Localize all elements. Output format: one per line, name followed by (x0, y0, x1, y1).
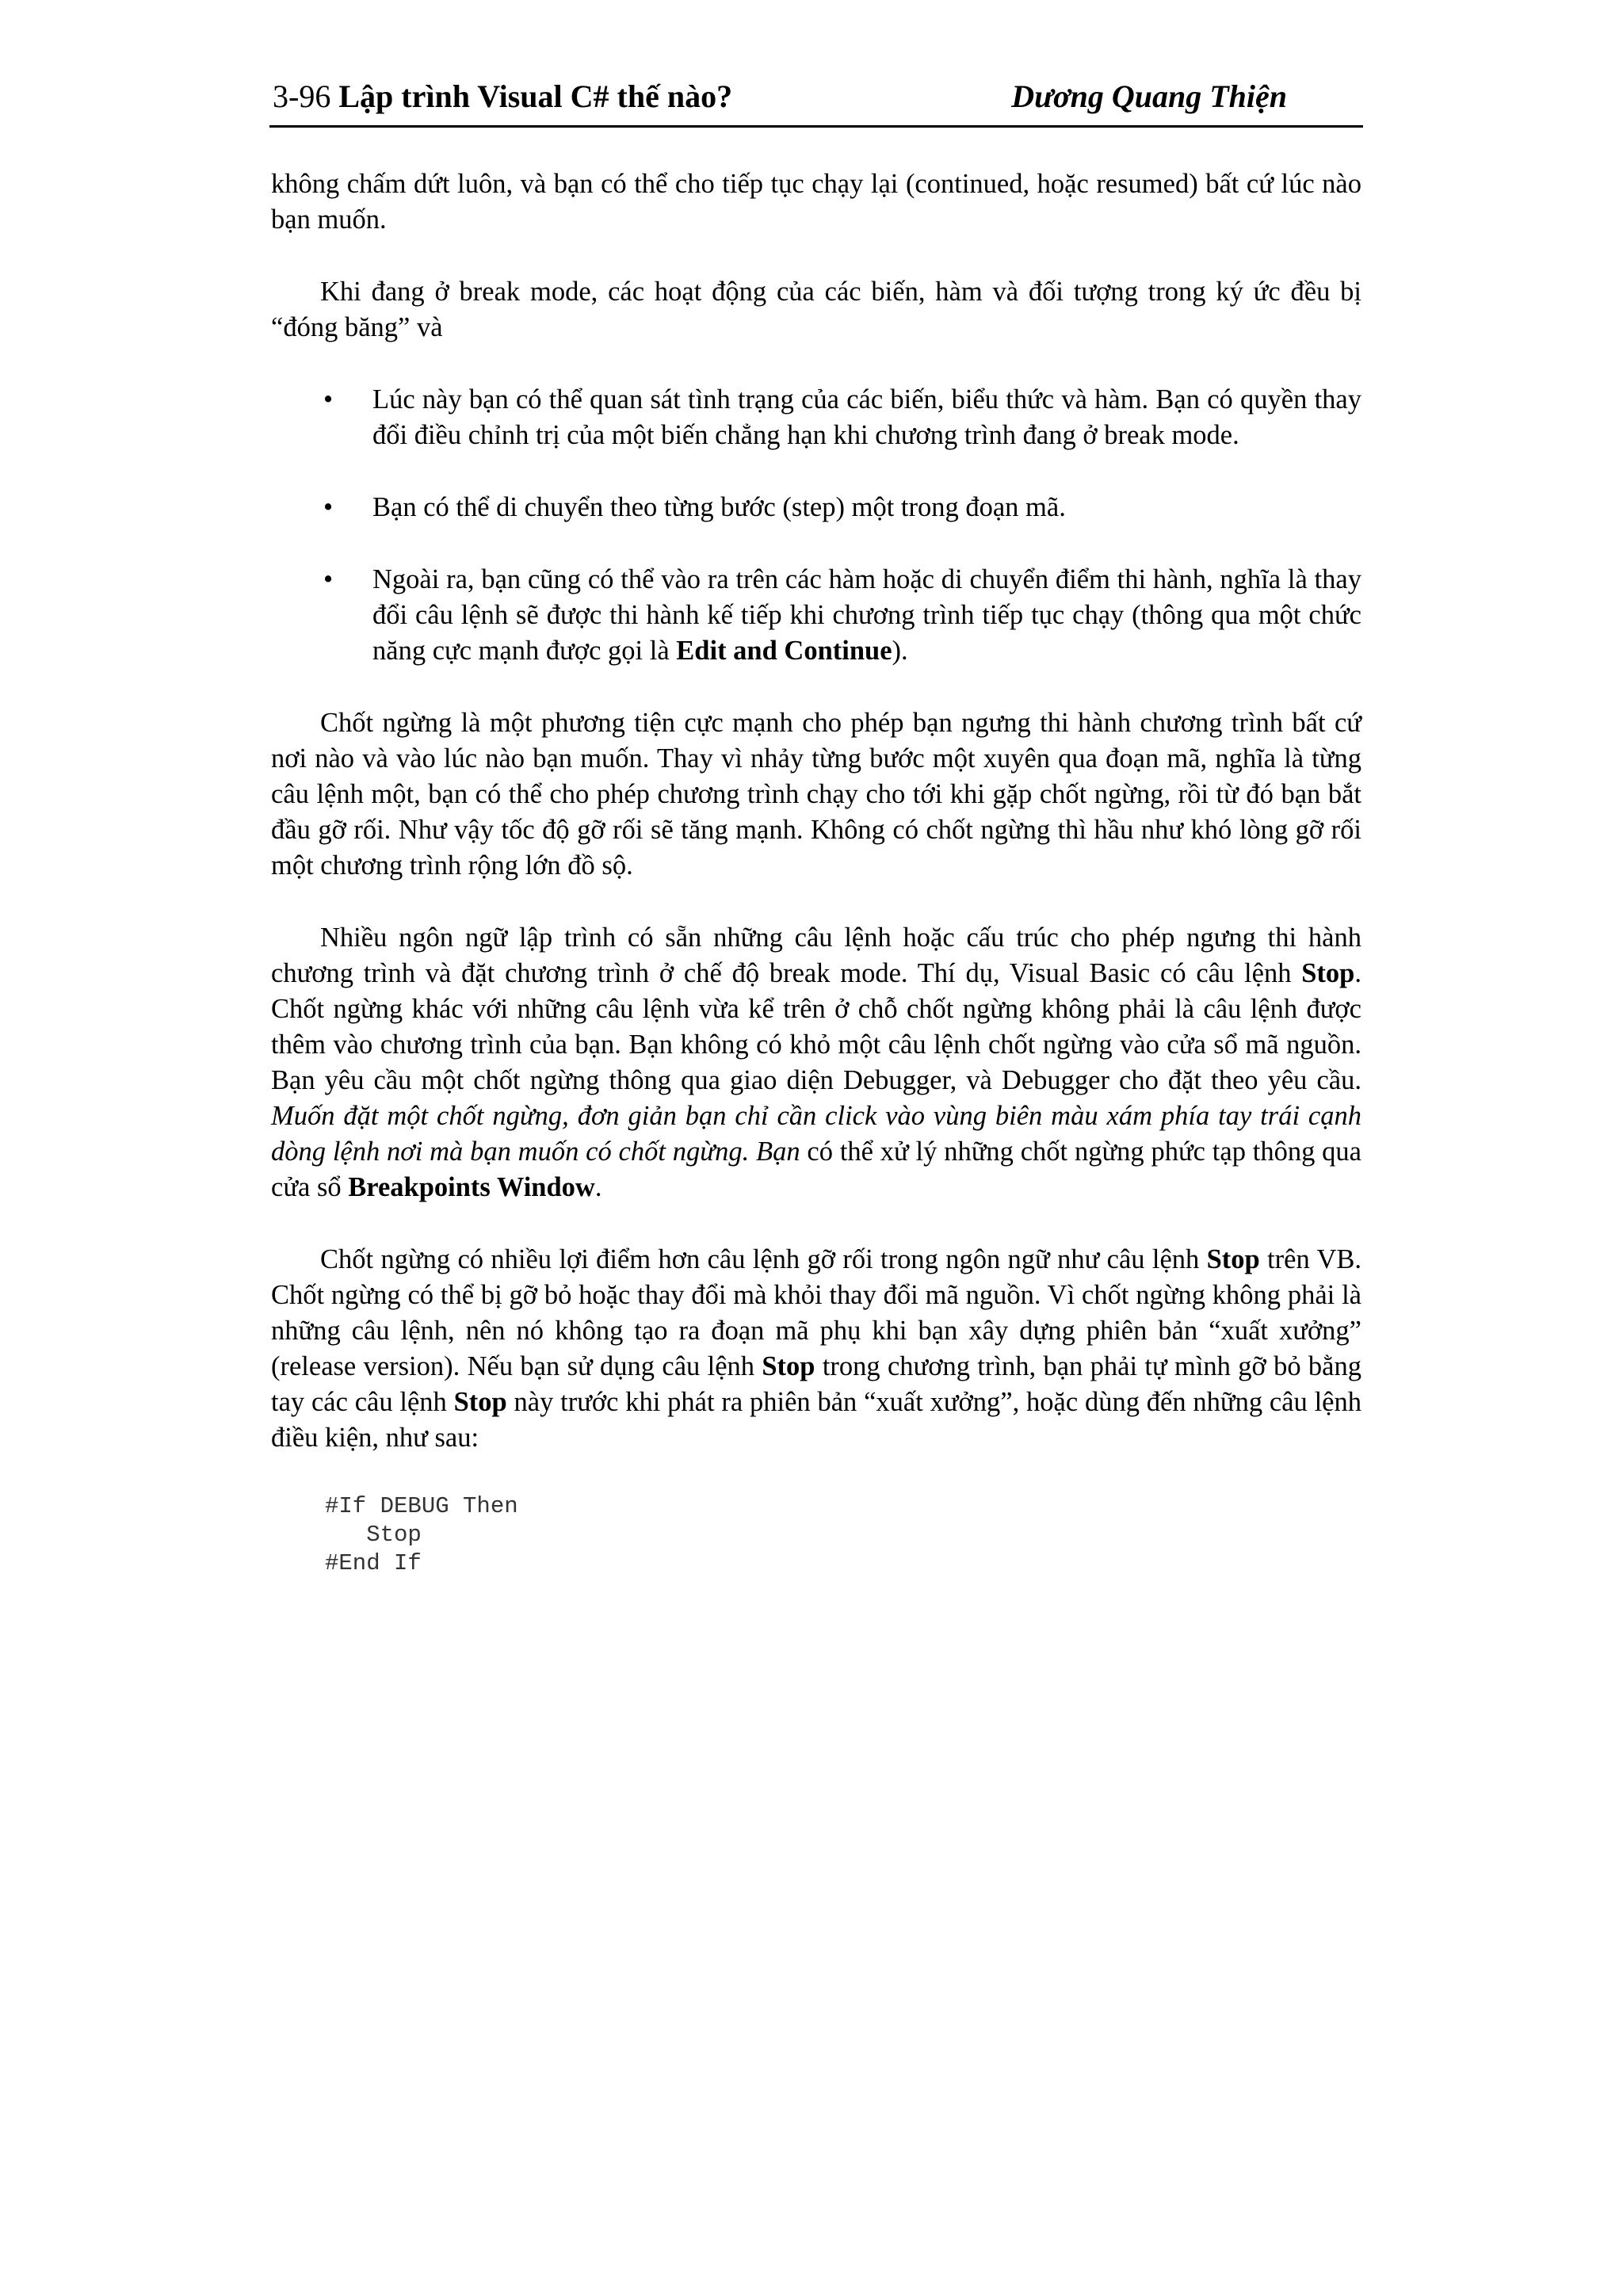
text-run: trong chương trình, bạn phải tự mình gỡ bỏ bằng tay các câu lệnh (271, 1351, 1361, 1417)
bullet-icon: • (323, 384, 334, 415)
bold-term: Stop (1206, 1244, 1260, 1274)
text-run: có thể xử lý những chốt ngừng phức tạp thông qua cửa sổ (271, 1137, 1361, 1202)
code-line: #If DEBUG Then (325, 1493, 518, 1519)
text-run: này trước khi phát ra phiên bản “xuất xưởng”, hoặc dùng đến những câu lệnh điều kiện, như sau: (271, 1387, 1361, 1453)
bullet-text: Ngoài ra, bạn cũng có thể vào ra trên các hàm hoặc di chuyển điểm thi hành, nghĩa là thay đổi câu lệnh sẽ được thi hành kế tiếp khi chương trình tiếp tục chạy (thông qua một chức năng cực mạnh được gọi là (372, 564, 1361, 666)
bullet-icon: • (323, 492, 334, 522)
text-run: trên VB. Chốt ngừng có thể bị gỡ bỏ hoặc thay đổi mà khỏi thay đổi mã nguồn. Vì chốt ngừng không phải là những câu lệnh, nên nó không tạo ra đoạn mã phụ khi bạn xây dựng phiên bản “xuất xưởng” (release version). Nếu bạn sử dụng câu lệnh (271, 1244, 1361, 1381)
bold-term: Stop (453, 1387, 507, 1417)
paragraph-continued: không chấm dứt luôn, và bạn có thể cho tiếp tục chạy lại (continued, hoặc resumed) bất cứ lúc nào bạn muốn. (271, 169, 1361, 235)
bold-term: Stop (1301, 958, 1355, 988)
header-left (273, 78, 732, 115)
code-line: #End If (325, 1550, 422, 1576)
text-run: . (594, 1172, 602, 1202)
list-item (323, 382, 1361, 453)
list-item (323, 490, 1361, 525)
code-block (271, 1492, 1361, 1578)
bullet-list (271, 382, 1361, 669)
author-name: Dương Quang Thiện (1011, 78, 1287, 114)
page-number: 3-96 (273, 78, 331, 114)
page-body (271, 166, 1361, 1578)
bullet-text: Bạn có thể di chuyển theo từng bước (step) một trong đoạn mã. (372, 492, 1066, 522)
page-header (269, 73, 1363, 128)
code-line: Stop (325, 1522, 422, 1548)
bullet-icon: • (323, 564, 334, 594)
bold-term: Breakpoints Window (348, 1172, 595, 1202)
text-run: Chốt ngừng có nhiều lợi điểm hơn câu lệnh gỡ rối trong ngôn ngữ như câu lệnh (320, 1244, 1207, 1274)
bullet-text: Lúc này bạn có thể quan sát tình trạng của các biến, biểu thức và hàm. Bạn có quyền thay đổi điều chỉnh trị của một biến chẳng hạn khi chương trình đang ở break mode. (372, 384, 1361, 450)
paragraph-break-mode: Khi đang ở break mode, các hoạt động của các biến, hàm và đối tượng trong ký ức đều bị “đóng băng” và (271, 277, 1361, 342)
text-run: Nhiều ngôn ngữ lập trình có sẵn những câu lệnh hoặc cấu trúc cho phép ngưng thi hành chương trình và đặt chương trình ở chế độ break mode. Thí dụ, Visual Basic có câu lệnh (271, 923, 1361, 988)
bold-term: Stop (762, 1351, 815, 1381)
list-item (323, 562, 1361, 669)
book-title: Lập trình Visual C# thế nào? (338, 78, 733, 114)
bold-term: Edit and Continue (676, 636, 892, 666)
paragraph-languages (271, 920, 1361, 1205)
italic-text: Muốn đặt một chốt ngừng, đơn giản bạn chỉ cần click vào vùng biên màu xám phía tay trái cạnh dòng lệnh nơi mà bạn muốn có chốt ngừng. Bạn (271, 1101, 1361, 1167)
paragraph-breakpoints: Chốt ngừng là một phương tiện cực mạnh cho phép bạn ngưng thi hành chương trình bất cứ nơi nào và vào lúc nào bạn muốn. Thay vì nhảy từng bước một xuyên qua đoạn mã, nghĩa là từng câu lệnh một, bạn có thể cho phép chương trình chạy cho tới khi gặp chốt ngừng, rồi từ đó bạn bắt đầu gỡ rối. Như vậy tốc độ gỡ rối sẽ tăng mạnh. Không có chốt ngừng thì hầu như khó lòng gỡ rối một chương trình rộng lớn đồ sộ. (271, 708, 1361, 881)
paragraph-advantages (271, 1242, 1361, 1456)
text-run: . Chốt ngừng khác với những câu lệnh vừa kể trên ở chỗ chốt ngừng không phải là câu lệnh được thêm vào chương trình của bạn. Bạn không có khỏ một câu lệnh chốt ngừng vào cửa sổ mã nguồn. Bạn yêu cầu một chốt ngừng thông qua giao diện Debugger, và Debugger cho đặt theo yêu cầu. (271, 958, 1361, 1095)
bullet-text: ). (892, 636, 908, 666)
